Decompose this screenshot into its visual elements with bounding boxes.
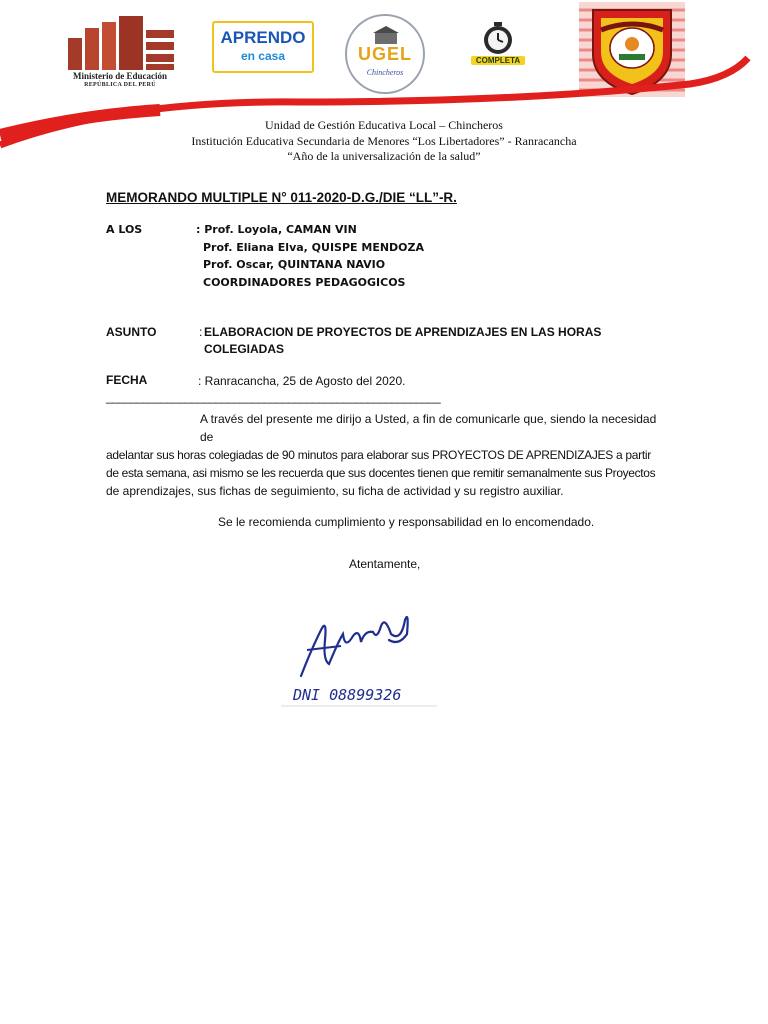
header-line-1: Unidad de Gestión Educativa Local – Chincheros (265, 118, 503, 132)
header-line-2: Institución Educativa Secundaria de Menores “Los Libertadores” - Ranracancha (191, 134, 577, 148)
date-label: FECHA (106, 373, 148, 387)
to-line-4: COORDINADORES PEDAGOGICOS (203, 276, 406, 289)
signature-dni: DNI 08899326 (293, 686, 402, 704)
to-label: A LOS (106, 223, 143, 236)
ugel-subtitle: Chincheros (366, 68, 404, 77)
minedu-country: REPÚBLICA DEL PERÚ (84, 82, 156, 88)
closing: Atentamente, (349, 557, 421, 571)
body-line-3: de esta semana, asi mismo se les recuerda que sus docentes tienen que remitir semanalmente sus Proyectos (106, 466, 656, 480)
handwritten-signature (281, 590, 437, 708)
ugel-text: UGEL (357, 44, 412, 64)
subject-line-2: COLEGIADAS (204, 342, 285, 356)
date-value: : Ranracancha, 25 de Agosto del 2020. (198, 374, 406, 388)
to-line-3: Prof. Oscar, QUINTANA NAVIO (203, 258, 386, 271)
header-line-3: “Año de la universalización de la salud” (287, 149, 481, 163)
recommendation: Se le recomienda cumplimiento y responsabilidad en lo encomendado. (218, 515, 595, 529)
memo-title: MEMORANDO MULTIPLE N° 011-2020-D.G./DIE “LL”-R. (106, 190, 457, 205)
body-line-1: A través del presente me dirijo a Usted, a fin de comunicarle que, siendo la necesidad de (200, 412, 657, 444)
body-paragraph (106, 410, 662, 500)
minedu-name: Ministerio de Educación (73, 71, 167, 81)
to-line-2: Prof. Eliana Elva, QUISPE MENDOZA (203, 241, 425, 254)
body-line-4: de aprendizajes, sus fichas de seguimiento, su ficha de actividad y su registro auxiliar. (106, 484, 564, 498)
subject-colon: : (199, 325, 203, 339)
aprendo-title: APRENDO (220, 28, 306, 47)
subject-label: ASUNTO (106, 325, 157, 339)
separator-line: _______________________________________________________ (106, 390, 441, 404)
jec-text: COMPLETA (471, 56, 525, 65)
body-line-2: adelantar sus horas colegiadas de 90 minutos para elaborar sus PROYECTOS DE APRENDIZAJES a partir (106, 448, 651, 462)
to-line-1: : Prof. Loyola, CAMAN VIN (196, 223, 357, 236)
aprendo-subtitle: en casa (240, 49, 286, 63)
subject-line-1: ELABORACION DE PROYECTOS DE APRENDIZAJES EN LAS HORAS (204, 325, 602, 339)
